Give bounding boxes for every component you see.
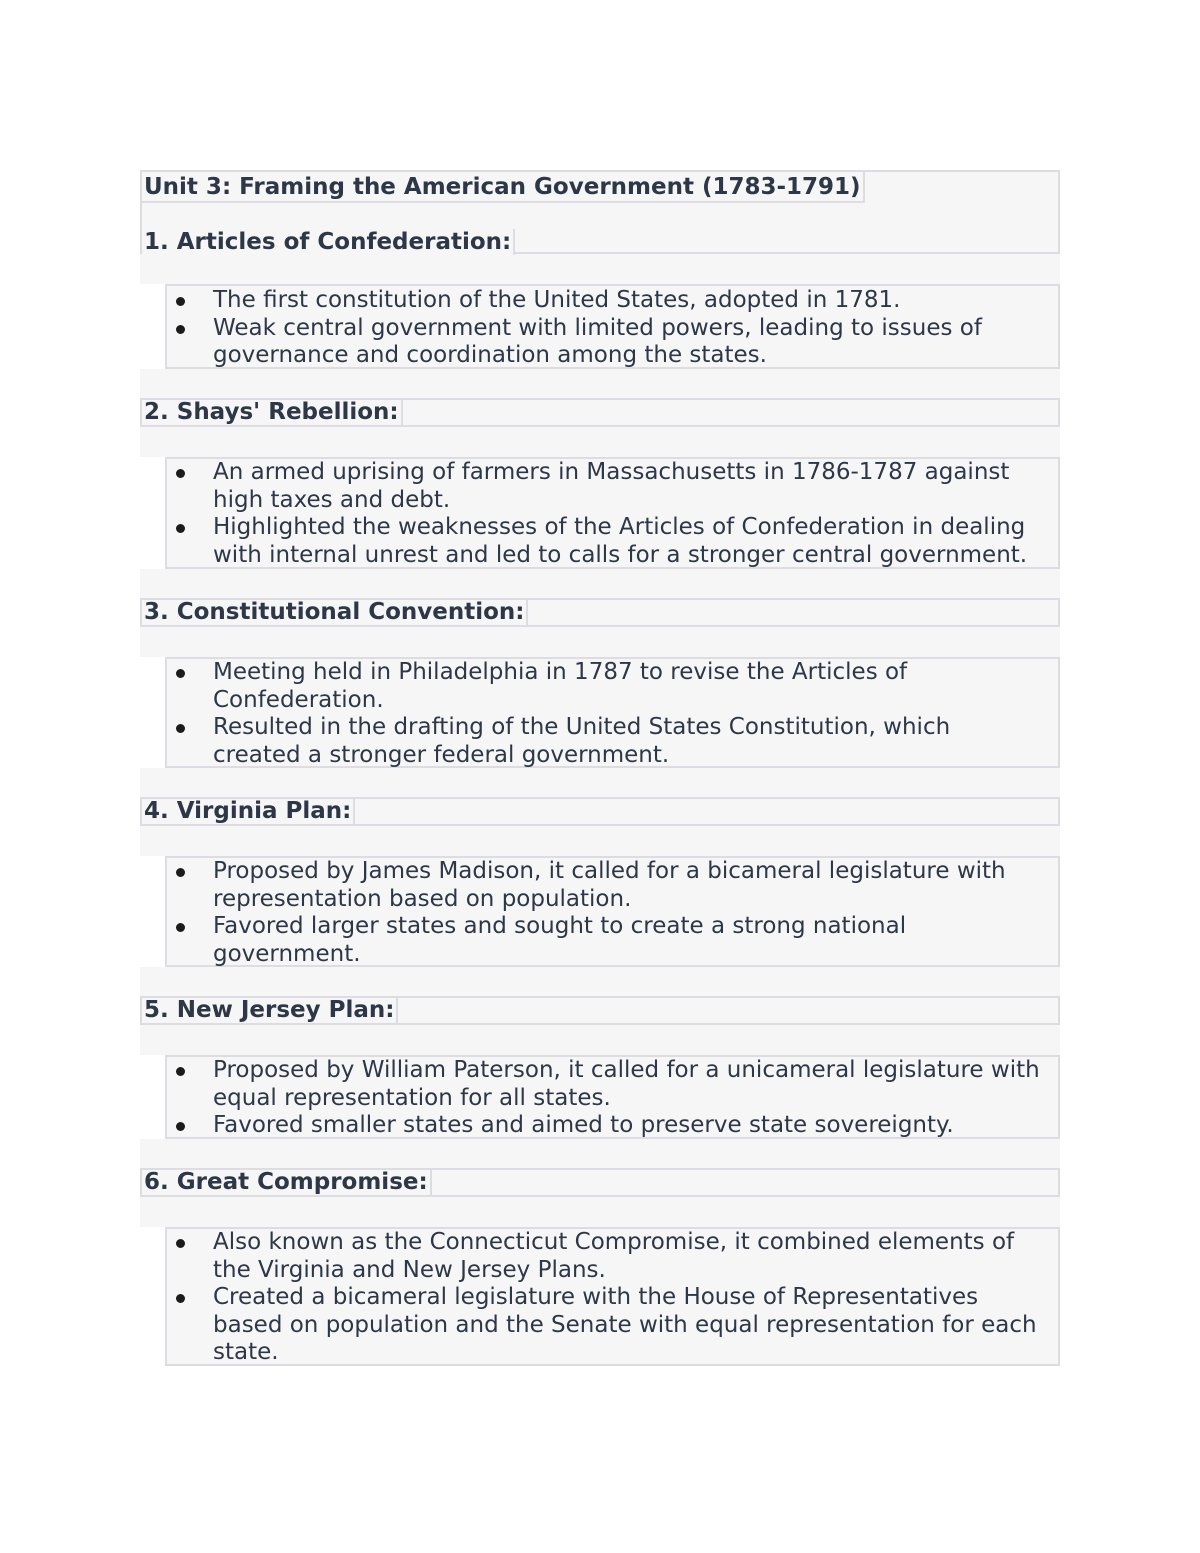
section-6-list	[165, 1227, 1060, 1366]
spacer	[140, 826, 1060, 856]
section-1-list	[165, 284, 1060, 369]
list-item: Meeting held in Philadelphia in 1787 to revise the Articles of Confederation.	[213, 659, 1058, 714]
bullet-icon	[176, 669, 185, 678]
spacer	[140, 1139, 1060, 1168]
section-3-list	[165, 657, 1060, 768]
list-item: Created a bicameral legislature with the House of Representatives based on population and the Senate with equal representation for each state.	[213, 1284, 1058, 1367]
list-item: The first constitution of the United States, adopted in 1781.	[213, 287, 1058, 315]
spacer	[140, 1025, 1060, 1055]
section-5-list	[165, 1055, 1060, 1139]
bullet-icon	[176, 325, 185, 334]
list-item: Also known as the Connecticut Compromise, it combined elements of the Virginia and New Jersey Plans.	[213, 1229, 1058, 1284]
section-heading-box-5	[140, 996, 1060, 1025]
bullet-icon	[176, 724, 185, 733]
bullet-icon	[176, 297, 185, 306]
spacer	[140, 967, 1060, 996]
list-item: Proposed by William Paterson, it called for a unicameral legislature with equal representation for all states.	[213, 1057, 1058, 1112]
bullet-icon	[176, 524, 185, 533]
bullet-icon	[176, 1067, 185, 1076]
list-item: Weak central government with limited powers, leading to issues of governance and coordination among the states.	[213, 315, 1058, 370]
spacer	[140, 1197, 1060, 1227]
spacer	[140, 627, 1060, 657]
spacer	[140, 254, 1060, 284]
list-item: Resulted in the drafting of the United States Constitution, which created a stronger federal government.	[213, 714, 1058, 769]
section-heading-box-6	[140, 1168, 1060, 1197]
document-body	[140, 170, 1060, 1366]
section-heading-box-2	[140, 398, 1060, 427]
bullet-icon	[176, 1294, 185, 1303]
section-heading-5: 5. New Jersey Plan:	[142, 996, 398, 1025]
section-heading-6: 6. Great Compromise:	[142, 1168, 432, 1197]
section-2-list	[165, 457, 1060, 569]
list-item: Highlighted the weaknesses of the Articles of Confederation in dealing with internal unrest and led to calls for a stronger central government.	[213, 514, 1058, 569]
list-item: An armed uprising of farmers in Massachusetts in 1786-1787 against high taxes and debt.	[213, 459, 1058, 514]
section-heading-box-4	[140, 797, 1060, 826]
title-box	[140, 170, 1060, 254]
bullet-icon	[176, 1122, 185, 1131]
bullet-icon	[176, 469, 185, 478]
bullet-icon	[176, 923, 185, 932]
bullet-icon	[176, 1239, 185, 1248]
section-4-list	[165, 856, 1060, 967]
spacer	[140, 427, 1060, 457]
spacer	[140, 569, 1060, 598]
section-heading-1: 1. Articles of Confederation:	[142, 229, 515, 255]
section-heading-box-3	[140, 598, 1060, 627]
list-item: Proposed by James Madison, it called for a bicameral legislature with representation based on population.	[213, 858, 1058, 913]
section-heading-4: 4. Virginia Plan:	[142, 797, 355, 826]
bullet-icon	[176, 868, 185, 877]
spacer	[140, 768, 1060, 797]
spacer	[140, 369, 1060, 398]
page-title: Unit 3: Framing the American Government (1783-1791)	[142, 172, 865, 203]
section-heading-2: 2. Shays' Rebellion:	[142, 398, 403, 427]
list-item: Favored smaller states and aimed to preserve state sovereignty.	[213, 1112, 1058, 1140]
list-item: Favored larger states and sought to create a strong national government.	[213, 913, 1058, 968]
section-heading-3: 3. Constitutional Convention:	[142, 598, 528, 627]
